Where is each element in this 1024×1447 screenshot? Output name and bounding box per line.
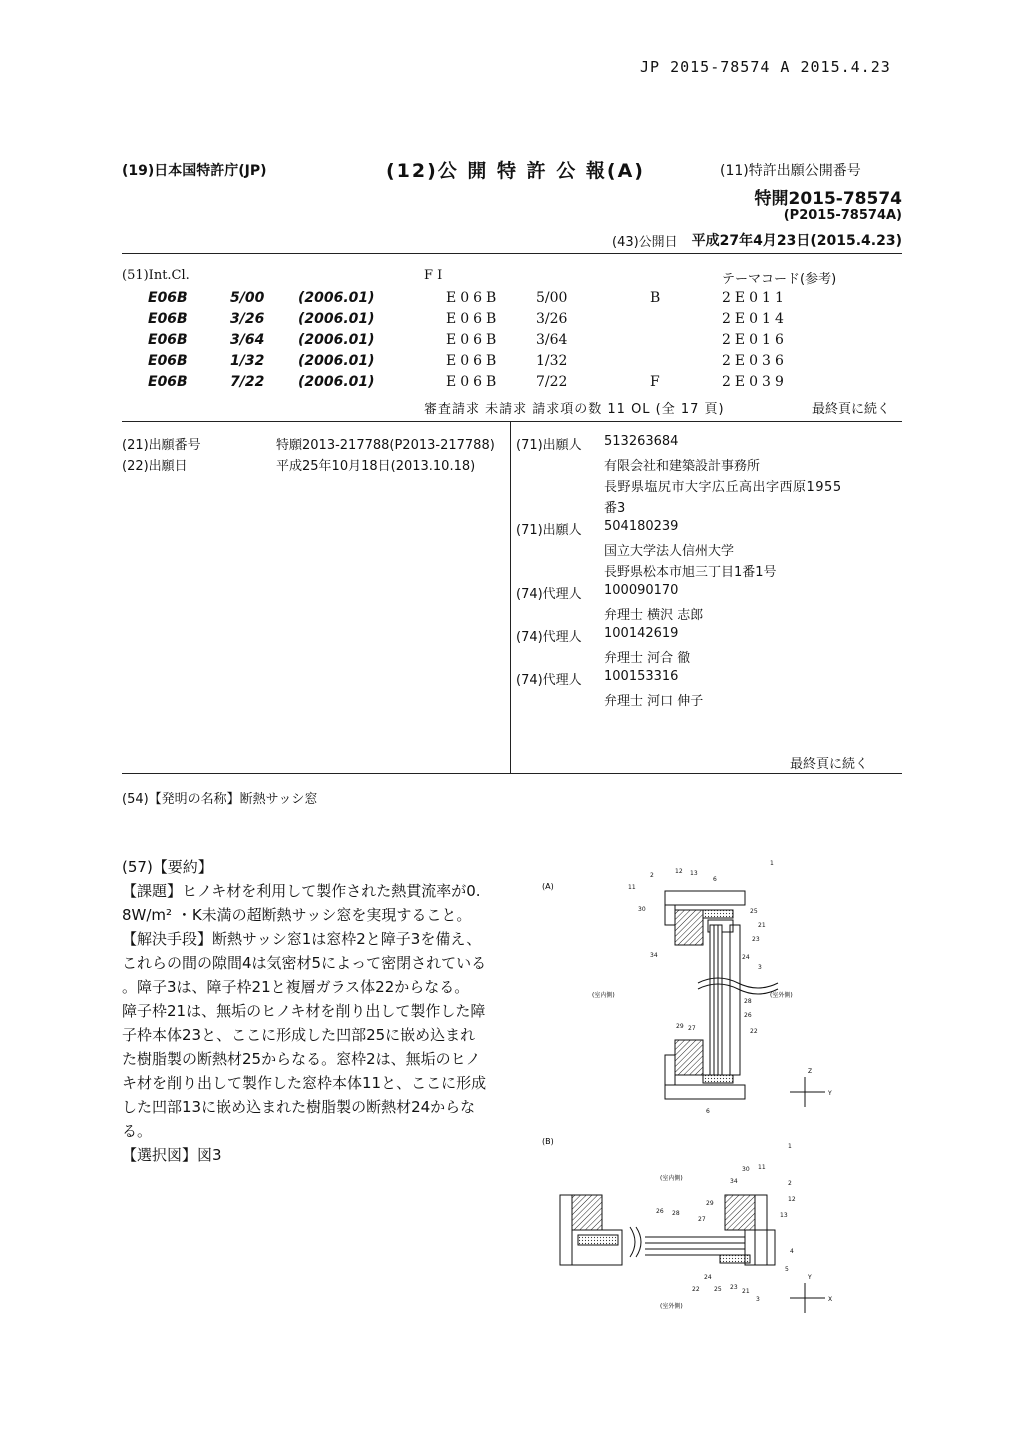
publication-number-alt: (P2015-78574A)	[783, 208, 902, 223]
party-name: 弁理士 横沢 志郎	[604, 608, 704, 623]
ref-number: 25	[714, 1286, 722, 1293]
ref-number: 23	[752, 936, 760, 943]
pub-date: 平成27年4月23日(2015.4.23)	[691, 233, 902, 249]
examination-status: 審査請求 未請求 請求項の数 11 OL (全 17 頁)	[424, 402, 725, 417]
party-id: 100142619	[604, 626, 679, 641]
ipc-version: (2006.01)	[298, 311, 375, 327]
column-divider	[510, 421, 511, 773]
application-number-label: (21)出願番号	[122, 438, 201, 453]
ref-number: 4	[790, 1248, 794, 1255]
abstract-line: 8W/m² ・K未満の超断熱サッシ窓を実現すること。	[122, 906, 472, 924]
axis-label-x: X	[828, 1296, 833, 1303]
classification-row	[0, 374, 1024, 394]
fi-group: 7/22	[536, 374, 568, 390]
ref-number: 12	[675, 868, 683, 875]
figure-label-b: (B)	[542, 1137, 554, 1146]
office-label: (19)日本国特許庁(JP)	[122, 163, 267, 179]
axis-indicator-a	[790, 1077, 825, 1107]
ref-number: 3	[756, 1296, 760, 1303]
party-name: 国立大学法人信州大学	[604, 544, 735, 559]
classification-row	[0, 353, 1024, 373]
ref-number: 2	[788, 1180, 792, 1187]
pub-date-label: (43)公開日	[612, 235, 678, 250]
ref-number: 6	[706, 1108, 710, 1115]
party-name: 弁理士 河口 伸子	[604, 694, 704, 709]
continued-note: 最終頁に続く	[790, 757, 869, 772]
application-number: 特願2013-217788(P2013-217788)	[276, 438, 495, 453]
ipc-group: 3/26	[230, 311, 265, 327]
ipc-group: 3/64	[230, 332, 265, 348]
ipc-class: E06B	[148, 374, 188, 390]
party-address: 長野県塩尻市大字広丘高出字西原1955	[604, 480, 842, 495]
ipc-version: (2006.01)	[298, 374, 375, 390]
publication-type: (12)公 開 特 許 公 報(A)	[386, 160, 645, 182]
abstract-line: 子枠本体23と、ここに形成した凹部25に嵌め込まれ	[122, 1026, 476, 1044]
divider	[122, 421, 902, 422]
ref-number: 34	[730, 1178, 738, 1185]
ref-number: 30	[742, 1166, 750, 1173]
theme-code: 2E016	[722, 332, 788, 348]
axis-label-y: Y	[828, 1090, 832, 1097]
ref-number: 21	[758, 922, 766, 929]
abstract-line: た樹脂製の断熱材25からなる。窓枠2は、無垢のヒノ	[122, 1050, 481, 1068]
axis-label-z: Z	[808, 1068, 813, 1075]
party-id: 504180239	[604, 519, 679, 534]
ipc-class: E06B	[148, 290, 188, 306]
party-id: 513263684	[604, 434, 679, 449]
theme-code: 2E036	[722, 353, 788, 369]
ref-number: 1	[770, 860, 774, 867]
outdoor-label: (室外側)	[770, 992, 793, 999]
fi-class: E06B	[446, 290, 501, 306]
abstract-line: 【選択図】図3	[122, 1146, 222, 1164]
axis-indicator-b	[790, 1283, 825, 1313]
ref-number: 11	[628, 884, 636, 891]
ipc-group: 7/22	[230, 374, 265, 390]
ipc-version: (2006.01)	[298, 332, 375, 348]
page-header: JP 2015-78574 A 2015.4.23	[640, 58, 891, 76]
publication-number: 特開2015-78574	[754, 189, 902, 209]
abstract-line: これらの間の隙間4は気密材5によって密閉されている	[122, 954, 487, 972]
invention-title: (54)【発明の名称】断熱サッシ窓	[122, 792, 318, 807]
ref-number: 24	[704, 1274, 712, 1281]
fi-label: F I	[424, 268, 443, 283]
fi-class: E06B	[446, 374, 501, 390]
filing-date: 平成25年10月18日(2013.10.18)	[276, 459, 476, 474]
ref-number: 13	[690, 870, 698, 877]
party-id: 100090170	[604, 583, 679, 598]
continued-note: 最終頁に続く	[812, 402, 891, 417]
ref-number: 2	[650, 872, 654, 879]
outdoor-label: (室外側)	[660, 1303, 683, 1310]
ref-number: 28	[672, 1210, 680, 1217]
ipc-group: 1/32	[230, 353, 265, 369]
ref-number: 27	[688, 1025, 696, 1032]
abstract-heading: (57)【要約】	[122, 858, 213, 876]
divider	[122, 773, 902, 774]
ref-number: 11	[758, 1164, 766, 1171]
divider	[122, 253, 902, 254]
ref-number: 29	[676, 1023, 684, 1030]
ipc-group: 5/00	[230, 290, 265, 306]
ref-number: 25	[750, 908, 758, 915]
theme-code: 2E011	[722, 290, 788, 306]
party-name: 弁理士 河合 徹	[604, 651, 691, 666]
ref-number: 22	[692, 1286, 700, 1293]
abstract-line: キ材を削り出して製作した窓枠本体11と、ここに形成	[122, 1074, 487, 1092]
abstract-line: 障子枠21は、無垢のヒノキ材を削り出して製作した障	[122, 1002, 486, 1020]
party-address: 番3	[604, 501, 626, 516]
ref-number: 26	[656, 1208, 664, 1215]
ref-number: 22	[750, 1028, 758, 1035]
classification-row	[0, 332, 1024, 352]
fi-group: 3/64	[536, 332, 568, 348]
figure-label-a: (A)	[542, 882, 554, 891]
abstract-line: 【解決手段】断熱サッシ窓1は窓枠2と障子3を備え、	[122, 930, 482, 948]
ref-number: 21	[742, 1288, 750, 1295]
ipc-class: E06B	[148, 332, 188, 348]
abstract-line: 。障子3は、障子枠21と複層ガラス体22からなる。	[122, 978, 470, 996]
ref-number: 13	[780, 1212, 788, 1219]
ref-number: 12	[788, 1196, 796, 1203]
ref-number: 28	[744, 998, 752, 1005]
theme-code: 2E014	[722, 311, 788, 327]
ref-number: 6	[713, 876, 717, 883]
ref-number: 26	[744, 1012, 752, 1019]
party-address: 長野県松本市旭三丁目1番1号	[604, 565, 777, 580]
ref-number: 5	[785, 1266, 789, 1273]
ref-number: 29	[706, 1200, 714, 1207]
fi-group: 3/26	[536, 311, 568, 327]
fi-mark: F	[650, 374, 660, 390]
classification-row	[0, 311, 1024, 331]
pubno-label: (11)特許出願公開番号	[720, 163, 861, 179]
indoor-label: (室内側)	[660, 1175, 683, 1182]
intcl-label: (51)Int.Cl.	[122, 268, 190, 283]
fi-class: E06B	[446, 311, 501, 327]
axis-label-y: Y	[808, 1274, 812, 1281]
theme-code-label: テーマコード(参考)	[722, 272, 837, 287]
indoor-label: (室内側)	[592, 992, 615, 999]
party-label: (74)代理人	[516, 587, 582, 602]
party-label: (74)代理人	[516, 673, 582, 688]
ipc-class: E06B	[148, 353, 188, 369]
ref-number: 23	[730, 1284, 738, 1291]
party-label: (71)出願人	[516, 438, 582, 453]
ref-number: 27	[698, 1216, 706, 1223]
classification-row	[0, 290, 1024, 310]
fi-class: E06B	[446, 332, 501, 348]
abstract-line: る。	[122, 1122, 153, 1140]
ref-number: 34	[650, 952, 658, 959]
abstract-line: 【課題】ヒノキ材を利用して製作された熱貫流率が0.	[122, 882, 481, 900]
ref-number: 3	[758, 964, 762, 971]
section-b-drawing	[560, 1195, 775, 1265]
fi-group: 1/32	[536, 353, 568, 369]
theme-code: 2E039	[722, 374, 788, 390]
fi-group: 5/00	[536, 290, 568, 306]
party-name: 有限会社和建築設計事務所	[604, 459, 761, 474]
party-label: (74)代理人	[516, 630, 582, 645]
filing-date-label: (22)出願日	[122, 459, 188, 474]
ipc-version: (2006.01)	[298, 290, 375, 306]
party-label: (71)出願人	[516, 523, 582, 538]
fi-class: E06B	[446, 353, 501, 369]
party-id: 100153316	[604, 669, 679, 684]
ref-number: 30	[638, 906, 646, 913]
ipc-class: E06B	[148, 311, 188, 327]
ref-number: 24	[742, 954, 750, 961]
representative-figure	[530, 855, 880, 1325]
ref-number: 1	[788, 1143, 792, 1150]
fi-mark: B	[650, 290, 661, 306]
abstract-line: した凹部13に嵌め込まれた樹脂製の断熱材24からな	[122, 1098, 476, 1116]
ipc-version: (2006.01)	[298, 353, 375, 369]
